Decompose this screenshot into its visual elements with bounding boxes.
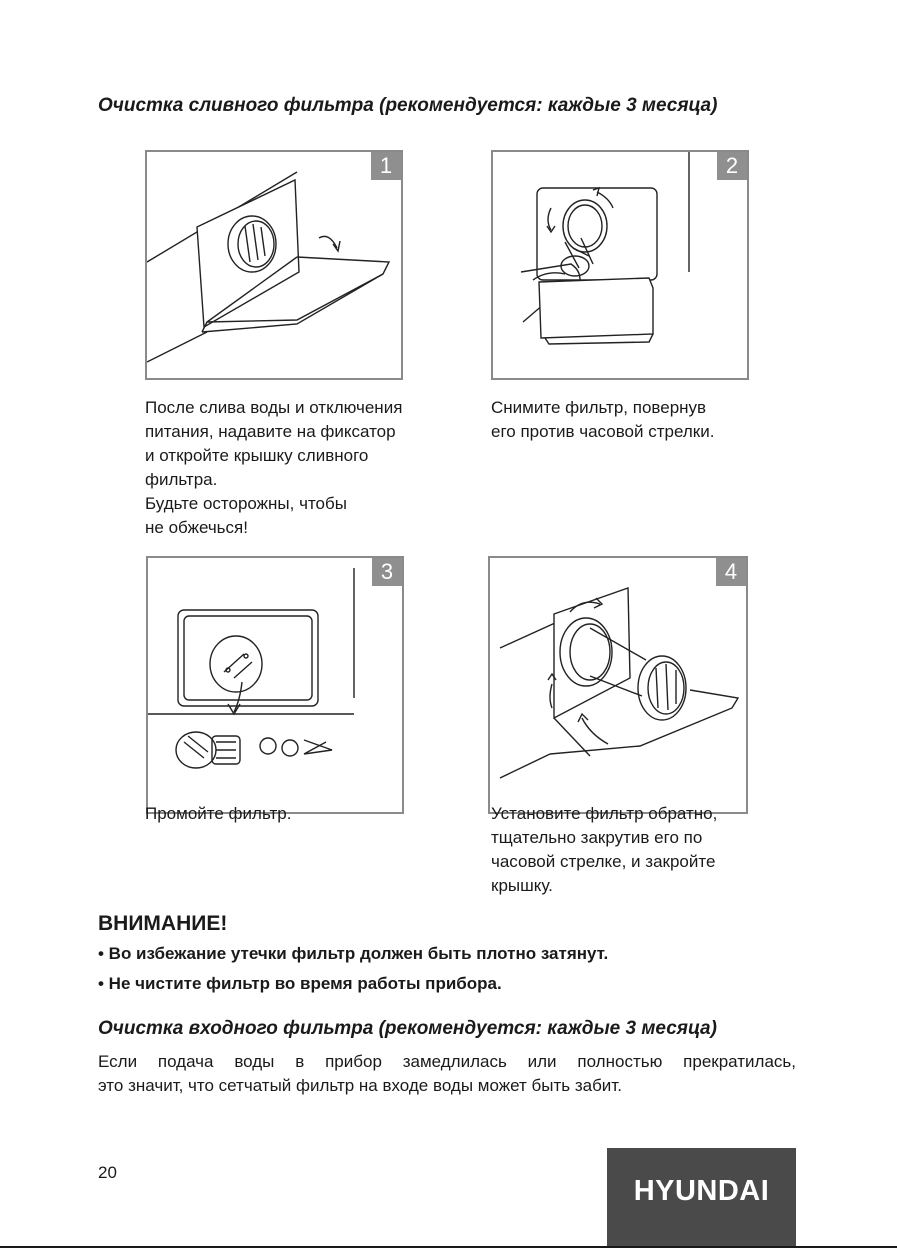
caption-line: тщательно закрутив его по (491, 828, 703, 847)
caption-line: часовой стрелке, и закройте (491, 852, 716, 871)
step-4-number: 4 (716, 558, 746, 586)
step-3-number: 3 (372, 558, 402, 586)
paragraph-line: это значит, что сетчатый фильтр на входе воды может быть забит. (98, 1076, 622, 1095)
warning-item: • Во избежание утечки фильтр должен быть плотно затянут. (98, 944, 609, 963)
filter-install-illustration (490, 558, 746, 812)
caption-line: и откройте крышку сливного (145, 446, 369, 465)
step-2-number: 2 (717, 152, 747, 180)
step-1-caption (145, 396, 402, 540)
brand-logo (607, 1148, 796, 1248)
filter-wash-illustration (148, 558, 402, 812)
caption-line: его против часовой стрелки. (491, 422, 715, 441)
caption-line: фильтра. (145, 470, 218, 489)
caption-line: Будьте осторожны, чтобы (145, 494, 347, 513)
step-3-illustration (146, 556, 404, 814)
drain-cover-open-illustration (147, 152, 401, 378)
caption-line: После слива воды и отключения (145, 398, 403, 417)
brand-logo-text: HYUNDAI (633, 1175, 770, 1207)
section-title-inlet-filter: Очистка входного фильтра (рекомендуется: каждые 3 месяца) (98, 1018, 717, 1039)
warning-title: ВНИМАНИЕ! (98, 912, 228, 935)
step-1-illustration (145, 150, 403, 380)
paragraph-line: Если подача воды в прибор замедлилась или полностью прекратилась, (98, 1052, 796, 1071)
step-4-illustration (488, 556, 748, 814)
caption-line: не обжечься! (145, 518, 248, 537)
page-number: 20 (98, 1163, 117, 1182)
warning-item: • Не чистите фильтр во время работы прибора. (98, 974, 502, 993)
step-4-caption (491, 802, 717, 898)
step-2-illustration (491, 150, 749, 380)
caption-line: крышку. (491, 876, 553, 895)
step-1-number: 1 (371, 152, 401, 180)
caption-line: Промойте фильтр. (145, 804, 292, 823)
caption-line: Установите фильтр обратно, (491, 804, 718, 823)
caption-line: Снимите фильтр, повернув (491, 398, 707, 417)
step-3-caption (145, 802, 291, 826)
step-2-caption (491, 396, 714, 444)
section-title-drain-filter: Очистка сливного фильтра (рекомендуется: каждые 3 месяца) (98, 95, 718, 116)
inlet-filter-paragraph (98, 1050, 796, 1098)
filter-removal-illustration (493, 152, 747, 378)
caption-line: питания, надавите на фиксатор (145, 422, 396, 441)
